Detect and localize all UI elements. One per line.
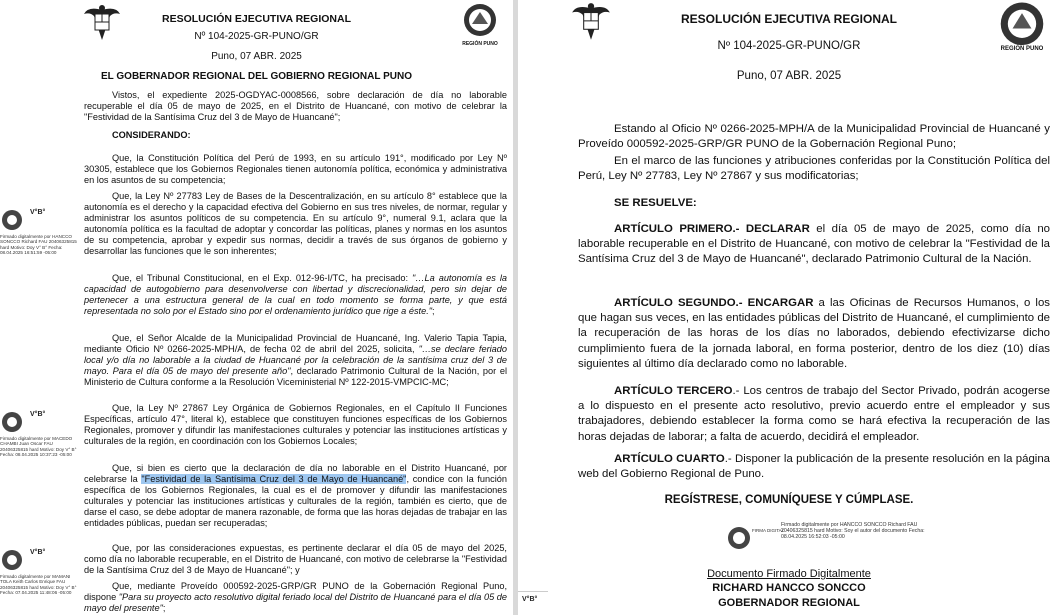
signature-seal-icon [0, 208, 28, 232]
signature-stamp-3: V°B° Firmado digitalmente por MAMANI TOLA Keith Carlos Enrique FAU 20406325815 hard Motivo: Doy V° B° Fecha: 07.04.2025 11:48:06 -05:00 [0, 549, 77, 596]
considerando-heading: CONSIDERANDO: [112, 130, 191, 140]
signature-seal-icon [0, 548, 28, 572]
highlighted-text[interactable]: "Festividad de la Santísima Cruz del 3 de Mayo de Huancané" [141, 474, 407, 484]
documento-firmado: Documento Firmado Digitalmente [707, 568, 871, 580]
resolution-number: Nº 104-2025-GR-PUNO/GR [194, 31, 319, 42]
articulo-segundo: ARTÍCULO SEGUNDO.- ENCARGAR a las Oficinas de Recursos Humanos, o los que hagan sus veces, en las entidades públicas del Distrito de Huancané, el cumplimiento de la recuperación de las horas de los días no laborados, debiendo efectivizarse dicho cumplimiento fuera de la jornada laboral, en forma posterior, dentro de los diez (10) días siguientes al último día declarado como no laborable. [578, 297, 1050, 370]
seal-label: REGIÓN PUNO [1000, 46, 1044, 52]
estando-paragraph: Estando al Oficio Nº 0266-2025-MPH/A de la Municipalidad Provincial de Huancané y Proveído 000592-2025-GRP/GR PUNO de la Gobernación Regional Puno; [578, 123, 1050, 151]
governor-title: GOBERNADOR REGIONAL [718, 597, 860, 609]
considerando-paragraph-8: Que, mediante Proveído 000592-2025-GRP/GR PUNO de la Gobernación Regional Puno, dispone "Para su proyecto acto resolutivo digital feriado local del Distrito de Huancané para el día 05 de mayo del presente"; [84, 581, 507, 613]
governor-heading: EL GOBERNADOR REGIONAL DEL GOBIERNO REGIONAL PUNO [101, 71, 412, 82]
signature-stamp-2: V°B° Firmado digitalmente por MACEDO CHAMBI Juan Oscar FAU 20406325815 hard Motivo: Doy V° B° Fecha: 08.04.2025 10:37:23 -05:00 [0, 411, 77, 458]
resolution-title: RESOLUCIÓN EJECUTIVA REGIONAL [680, 12, 898, 26]
resolution-date: Puno, 07 ABR. 2025 [211, 51, 302, 62]
considerando-paragraph-4: Que, el Señor Alcalde de la Municipalidad Provincial de Huancané, Ing. Valerio Tapia Tapia, mediante Oficio Nº 0266-2025-MPH/A, de fecha 02 de abril del 2025, solicita, "…se declare feriado local y/o día no laborable a la ciudad de Huancané por la celebración de la santísima cruz del 3 de mayo. Para el día 05 de mayo del presente año", declarado Patrimonio Cultural de la Nación, por el Ministerio de Cultura conforme a la Resolución Viceministerial Nº 122-2015-VMPCIC-MC; [84, 333, 508, 387]
resolution-title: RESOLUCIÓN EJECUTIVA REGIONAL [161, 13, 351, 25]
articulo-primero: ARTÍCULO PRIMERO.- DECLARAR el día 05 de mayo de 2025, como día no laborable recuperable en el Distrito de Huancané, con motivo de celebrar la "Festividad de la Santísima Cruz del 3 de Mayo de Huancané", declarado Patrimonio Cultural de la Nación. [578, 223, 1050, 266]
resolution-number: Nº 104-2025-GR-PUNO/GR [717, 40, 861, 52]
considerando-paragraph-6: Que, si bien es cierto que la declaración de día no laborable en el Distrito Huancané, por celebrarse la "Festividad de la Santísima Cruz del 3 de Mayo de Huancané", condice con la función específica de los Gobiernos Regionales, la cual es el de promover y difundir las manifestaciones culturales y potenciar las instituciones artísticas y culturales de la región, también es cierto, que de darse el caso, se debe adoptar de manera razonable, de forma que las horas dejadas de trabajar en las entidades públicas, puedan ser recuperadas; [84, 463, 508, 528]
considerando-paragraph-7: Que, por las consideraciones expuestas, es pertinente declarar el día 05 de mayo del 2025, como día no laborable recuperable, en el Distrito de Huancané, con motivo de celebrarse la "Festividad de la Santísima Cruz del 3 de Mayo de Huancané"; y [84, 543, 507, 575]
considerando-paragraph-2: Que, la Ley Nº 27783 Ley de Bases de la Descentralización, en su artículo 8° establece que la autonomía es el derecho y la capacidad efectiva del Gobierno en sus tres niveles, de normar, regular y administrar los asuntos políticos de su competencia. En su artículo 9°, numeral 9.1, aclara que la autonomía política es la facultad de adoptar y concordar las políticas, planes y normas en los asuntos de su competencia, aprobar y expedir sus normas, decidir a través de sus órganos de gobierno y desarrollar las funciones que le son inherentes; [84, 191, 507, 256]
closing-formula: REGÍSTRESE, COMUNÍQUESE Y CÚMPLASE. [664, 494, 914, 506]
signature-stamp-1: V°B° Firmado digitalmente por HANCCO SONCCO Richard FAU 20406325815 hard Motivo: Doy V° B° Fecha: 08.04.2025 16:51:59 -05:00 [0, 209, 77, 256]
bottom-vb-mark: V°B° [518, 591, 548, 615]
document-page-1 [0, 0, 513, 615]
signature-seal-icon [726, 524, 752, 554]
seal-label: REGIÓN PUNO [462, 41, 498, 47]
vistos-paragraph: Vistos, el expediente 2025-OGDYAC-0008566, sobre declaración de día no laborable recuperable el día 05 de mayo de 2025, en el Distrito de Huancané, con motivo de celebrar la "Festividad de la Santísima Cruz del 3 de Mayo de Huancané"; [84, 90, 507, 122]
considerando-paragraph-1: Que, la Constitución Política del Perú de 1993, en su artículo 191°, modificado por Ley Nº 30305, establece que los Gobiernos Regionales tienen autonomía política, económica y administrativa en los asuntos de su competencia; [84, 153, 507, 185]
signature-seal-icon [0, 410, 28, 434]
governor-name: RICHARD HANCCO SONCCO [712, 582, 866, 594]
considerando-paragraph-5: Que, la Ley Nº 27867 Ley Orgánica de Gobiernos Regionales, en el Capítulo II Funciones Específicas, artículo 47°, literal k), establece que constituyen funciones específicas de los Gobiernos Regionales, promover y difundir las manifestaciones culturales y potenciar las instituciones artísticas y culturales de la región, en coordinación con los Gobiernos Locales; [84, 403, 507, 446]
digital-signature-stamp: FIRMA DIGITAL Firmado digitalmente por HANCCO SONCCO Richard FAU 20406325815 hard Motivo: Soy el autor del documento Fecha: 08.04.2025 16:52:03 -05:00 [726, 522, 926, 558]
resolution-date: Puno, 07 ABR. 2025 [736, 70, 842, 82]
articulo-cuarto: ARTÍCULO CUARTO.- Disponer la publicación de la presente resolución en la página web del Gobierno Regional de Puno. [578, 453, 1050, 481]
articulo-tercero: ARTÍCULO TERCERO.- Los centros de trabajo del Sector Privado, podrán acogerse a lo dispuesto en el presente acto resolutivo, previo acuerdo entre el empleador y sus trabajadores, debiendo establecer la forma como se hará efectiva la recuperación de las horas dejadas de laborar; a falta de acuerdo, decidirá el empleador. [578, 385, 1051, 443]
considerando-paragraph-3: Que, el Tribunal Constitucional, en el Exp. 012-96-I/TC, ha precisado: "…La autonomía es la capacidad de autogobierno para desenvolverse con libertad y discrecionalidad, pero sin dejar de pertenecer a una estructura general de la cual en todo momento se forma parte, y que está representada no solo por el Estado sino por el ordenamiento jurídico que rige a éste."; [84, 273, 507, 316]
marco-paragraph: En el marco de las funciones y atribuciones conferidas por la Constitución Política del Perú, Ley Nº 27783, Ley Nº 27867 y sus modificatorias; [578, 155, 1050, 183]
se-resuelve-heading: SE RESUELVE: [614, 197, 697, 209]
document-page-2 [518, 0, 1060, 615]
